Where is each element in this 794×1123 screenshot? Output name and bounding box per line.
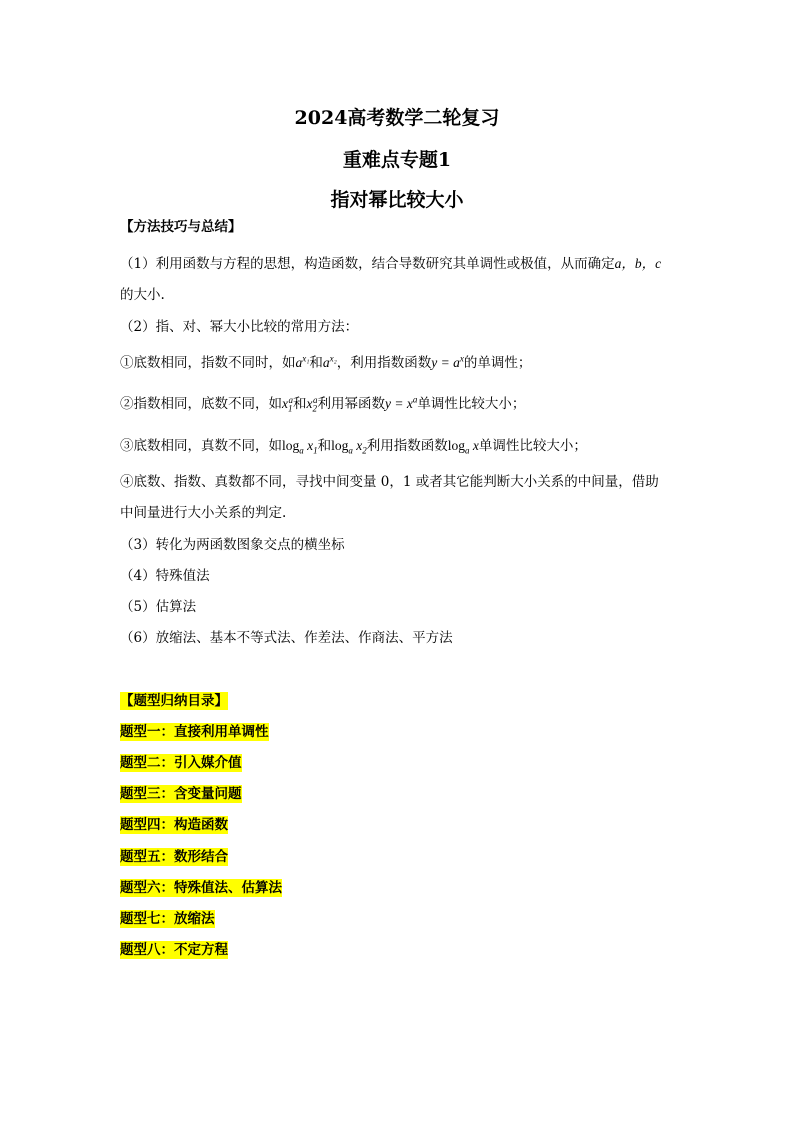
formula-a-x2: $a^{x_2}$: [322, 353, 337, 370]
method-p2-4-cont: 中间量进行大小关系的判定.: [120, 505, 287, 521]
method-p2-2-c: 利用幂函数: [317, 396, 385, 412]
toc-item-text: 题型三：含变量问题: [120, 786, 242, 802]
toc-item-3: [120, 785, 242, 803]
method-p2-3-c: 利用指数函数: [366, 438, 448, 454]
toc-item-4: [120, 816, 228, 834]
toc-item-5: [120, 848, 228, 866]
method-p2: （2）指、对、幂大小比较的常用方法：: [120, 319, 359, 335]
formula-log-x: $\log_a x$: [447, 438, 479, 456]
toc-item-text: 题型七：放缩法: [120, 911, 215, 927]
method-p2-2: [120, 395, 525, 413]
method-p2-3-a: ③底数相同，真数不同，如: [120, 438, 282, 454]
method-p2-1-c: ，利用指数函数: [336, 355, 432, 371]
methods-heading: 【方法技巧与总结】: [120, 219, 242, 235]
toc-item-8: [120, 941, 228, 959]
toc-item-text: 题型一：直接利用单调性: [120, 724, 269, 740]
method-p2-1-a: ①底数相同，指数不同时，如: [120, 355, 296, 371]
method-p4: （4）特殊值法: [120, 568, 210, 584]
formula-a-x1: $a^{x_1}$: [295, 353, 310, 370]
toc-item-2: [120, 754, 242, 772]
doc-title-line2: 重难点专题1: [342, 149, 452, 171]
formula-x2-a: $x_2^a$: [306, 394, 318, 414]
method-p2-2-a: ②指数相同，底数不同，如: [120, 396, 282, 412]
method-p2-3: [120, 437, 587, 455]
method-p2-2-d: 单调性比较大小；: [417, 396, 526, 412]
method-p6: （6）放缩法、基本不等式法、作差法、作商法、平方法: [120, 630, 453, 646]
toc-heading: [120, 692, 228, 710]
doc-title-line3: 指对幂比较大小: [330, 189, 464, 211]
method-p1: [120, 255, 661, 273]
toc-heading-text: 【题型归纳目录】: [120, 693, 228, 709]
method-p2-3-b: 和: [317, 438, 332, 454]
method-p3: （3）转化为两函数图象交点的横坐标: [120, 537, 345, 553]
method-p2-1-d: 的单调性；: [463, 355, 532, 371]
toc-item-6: [120, 879, 282, 897]
method-p5: （5）估算法: [120, 599, 197, 615]
method-p2-3-d: 单调性比较大小；: [478, 438, 587, 454]
method-p2-1: [120, 354, 531, 372]
method-p1-text: （1）利用函数与方程的思想，构造函数，结合导数研究其单调性或极值，从而确定: [120, 256, 615, 272]
toc-item-text: 题型五：数形结合: [120, 849, 228, 865]
formula-y-xa: $y = x^a$: [385, 394, 418, 411]
toc-item-text: 题型六：特殊值法、估算法: [120, 880, 282, 896]
formula-log-x1: $\log_a x_1$: [282, 438, 318, 456]
toc-item-text: 题型八：不定方程: [120, 942, 228, 958]
toc-item-1: [120, 723, 269, 741]
formula-x1-a: $x_1^a$: [282, 394, 293, 414]
method-p1-cont: 的大小.: [120, 287, 165, 303]
method-p1-vars: a，b，c: [614, 256, 662, 271]
method-p2-2-b: 和: [293, 396, 307, 412]
formula-y-ax: $y = a^x$: [431, 353, 464, 370]
doc-title-line1: 2024高考数学二轮复习: [294, 107, 500, 129]
method-p2-4: ④底数、指数、真数都不同，寻找中间变量 0，1 或者其它能判断大小关系的中间量，借助: [120, 474, 659, 490]
method-p2-1-b: 和: [309, 355, 323, 371]
toc-item-7: [120, 910, 215, 928]
toc-item-text: 题型二：引入媒介值: [120, 755, 242, 771]
formula-log-x2: $\log_a x_2$: [331, 438, 367, 456]
toc-item-text: 题型四：构造函数: [120, 817, 228, 833]
